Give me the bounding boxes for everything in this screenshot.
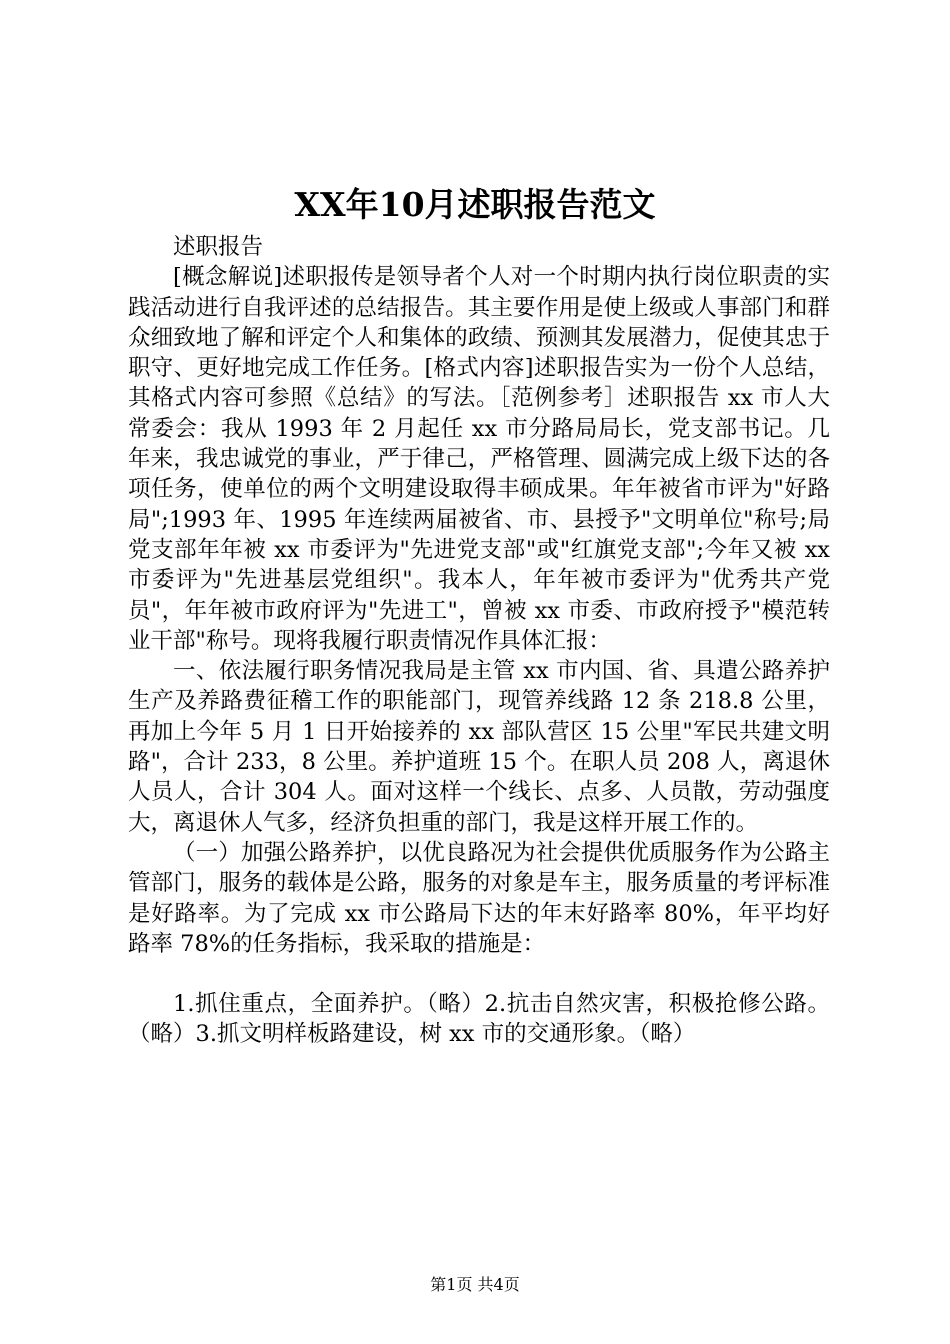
paragraph-section-one: 一、依法履行职务情况我局是主管 xx 市内国、省、具遣公路养护生产及养路费征稽工作的职能部门，现管养线路 12 条 218.8 公里，再加上今年 5 月 1 日开始接养的 xx 部队营区 15 公里"军民共建文明路"，合计 233，8 公里。养护道班 15 个。在职人员 208 人，离退休人员人，合计 304 人。面对这样一个线长、点多、人员散，劳动强度大，离退休人气多，经济负担重的部门，我是这样开展工作的。	[128, 658, 830, 836]
paragraph-subsection-one: （一）加强公路养护，以优良路况为社会提供优质服务作为公路主管部门，服务的载体是公路，服务的对象是车主，服务质量的考评标准是好路率。为了完成 xx 市公路局下达的年末好路率 80%，年平均好路率 78%的任务指标，我采取的措施是：	[128, 839, 830, 957]
paragraph-measures: 1.抓住重点，全面养护。（略）2.抗击自然灾害，积极抢修公路。（略）3.抓文明样板路建设，树 xx 市的交通形象。（略）	[128, 991, 830, 1048]
page-number-footer: 第1页 共4页	[430, 1275, 520, 1294]
document-title: XX年10月述职报告范文	[294, 185, 656, 224]
paragraph-heading: 述职报告	[173, 234, 264, 260]
document-body	[128, 232, 830, 1050]
paragraph-intro: [概念解说]述职报传是领导者个人对一个时期内执行岗位职责的实践活动进行自我评述的总结报告。其主要作用是使上级或人事部门和群众细致地了解和评定个人和集体的政绩、预测其发展潜力，促使其忠于职守、更好地完成工作任务。[格式内容]述职报告实为一份个人总结，其格式内容可参照《总结》的写法。［范例参考］述职报告 xx 市人大常委会：我从 1993 年 2 月起任 xx 市分路局局长，党支部书记。几年来，我忠诚党的事业，严于律己，严格管理、圆满完成上级下达的各项任务，使单位的两个文明建设取得丰硕成果。年年被省市评为"好路局";1993 年、1995 年连续两届被省、市、县授予"文明单位"称号;局党支部年年被 xx 市委评为"先进党支部"或"红旗党支部";今年又被 xx 市委评为"先进基层党组织"。我本人，年年被市委评为"优秀共产党员"，年年被市政府评为"先进工"，曾被 xx 市委、市政府授予"模范转业干部"称号。现将我履行职责情况作具体汇报：	[128, 264, 830, 654]
